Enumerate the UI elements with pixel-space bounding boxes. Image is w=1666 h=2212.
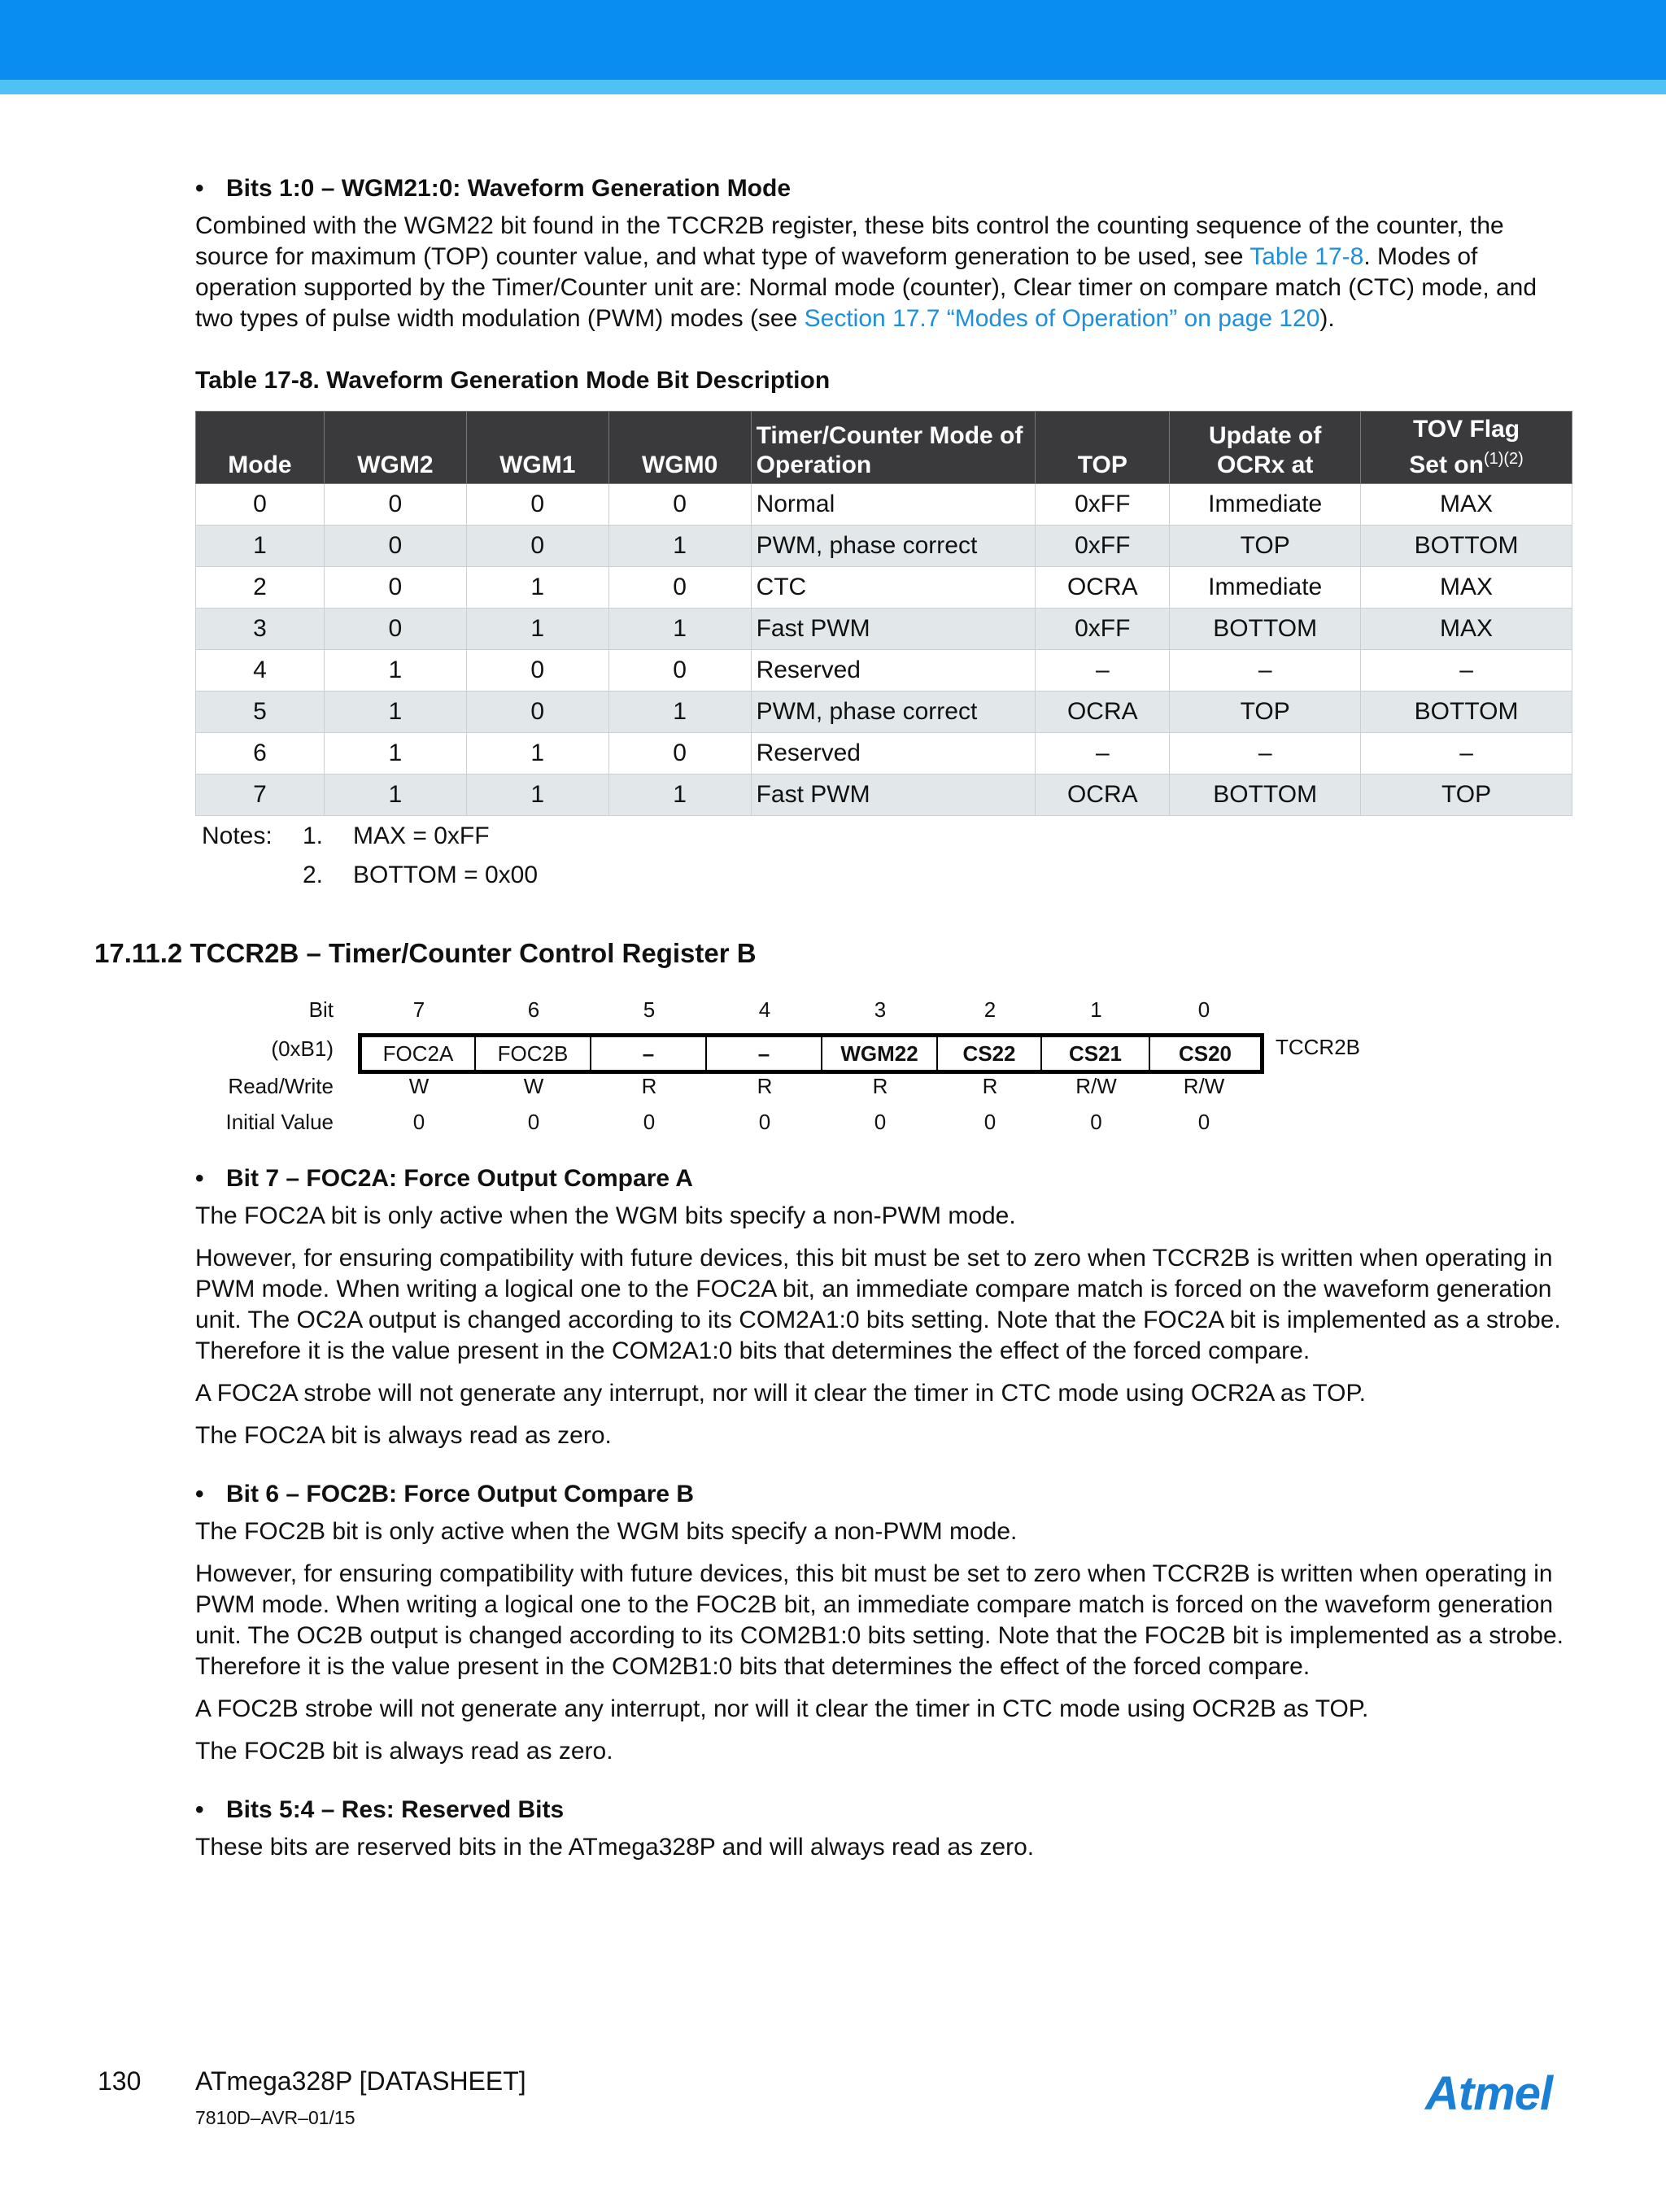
field-cs21: CS21 xyxy=(1042,1037,1150,1070)
bit-number: 1 xyxy=(1090,997,1102,1022)
initial-value: 0 xyxy=(1090,1110,1102,1134)
section-title: 17.11.2 TCCR2B – Timer/Counter Control Register B xyxy=(94,938,757,968)
read-write-label: Read/Write xyxy=(228,1074,334,1098)
field-reserved-4: – xyxy=(707,1037,822,1070)
header-operation: Timer/Counter Mode of Operation xyxy=(751,412,1036,484)
wgm-table xyxy=(195,411,1572,816)
bit-number: 4 xyxy=(758,997,771,1022)
bit7-paragraph: The FOC2A bit is always read as zero. xyxy=(195,1422,612,1449)
field-cs22: CS22 xyxy=(938,1037,1042,1070)
notes-label: Notes: xyxy=(202,822,273,849)
document-code: 7810D–AVR–01/15 xyxy=(195,2107,355,2128)
table-row: 0 0 0 0 Normal 0xFF Immediate MAX xyxy=(196,484,1572,526)
header-wgm2: WGM2 xyxy=(324,412,466,484)
bits-5-4-paragraph: These bits are reserved bits in the ATmega328P and will always read as zero. xyxy=(195,1834,1035,1861)
table-17-8-link[interactable]: Table 17-8 xyxy=(1250,243,1364,270)
rw-value: R xyxy=(982,1074,998,1098)
rw-value: R/W xyxy=(1183,1074,1225,1098)
header-top: TOP xyxy=(1036,412,1170,484)
section-17-7-link[interactable]: Section 17.7 “Modes of Operation” on page 120 xyxy=(804,305,1320,332)
bit6-paragraph: The FOC2B bit is always read as zero. xyxy=(195,1738,613,1765)
bit-number: 3 xyxy=(874,997,887,1022)
rw-value: W xyxy=(523,1074,544,1098)
field-foc2a: FOC2A xyxy=(362,1037,476,1070)
address-label: (0xB1) xyxy=(271,1036,334,1061)
page-number: 130 xyxy=(98,2066,142,2096)
note-1-number: 1. xyxy=(303,822,324,849)
header-tov: TOV Flag Set $on^{(1)(2)}$ xyxy=(1361,412,1572,484)
bit-number: 5 xyxy=(643,997,656,1022)
bits-1-0-heading: • Bits 1:0 – WGM21:0: Waveform Generation Mode xyxy=(195,175,792,202)
table-row: 4 1 0 0 Reserved – – – xyxy=(196,650,1572,692)
rw-value: R/W xyxy=(1075,1074,1117,1098)
table-row: 1 0 0 1 PWM, phase correct 0xFF TOP BOTTOM xyxy=(196,526,1572,567)
rw-value: R xyxy=(641,1074,657,1098)
bit-number: 7 xyxy=(412,997,425,1022)
bit7-paragraph: A FOC2A strobe will not generate any interrupt, nor will it clear the timer in CTC mode using OCR2A as TOP. xyxy=(195,1380,1366,1407)
bit-number: 6 xyxy=(527,997,540,1022)
header-mode: Mode xyxy=(196,412,325,484)
bullet-icon: • xyxy=(195,1796,204,1823)
register-fields xyxy=(358,1033,1264,1074)
bit6-paragraph: However, for ensuring compatibility with future devices, this bit must be set to zero when TCCR2B is written when operating in PWM mode. When writing a logical one to the FOC2B bit, an immediate compare match is forced on the waveform generation unit. The OC2B output is changed according to its COM2B1:0 bits setting. Note that the FOC2B bit is implemented as a strobe. Therefore it is the value present in the COM2B1:0 bits that determines the effect of the forced compare. xyxy=(195,1560,1564,1680)
document-title: ATmega328P [DATASHEET] xyxy=(195,2066,526,2096)
bits-1-0-paragraph: Combined with the WGM22 bit found in the TCCR2B register, these bits control the counting sequence of the counter, the source for maximum (TOP) counter value, and what type of waveform generation to be used, see Table 17-8. Modes of operation supported by the Timer/Counter unit are: Normal mode (counter), Clear timer on compare match (CTC) mode, and two types of pulse width modulation (PWM) modes (see Section 17.7 “Modes of Operation” on page 120). xyxy=(195,212,1537,332)
bit7-paragraph: However, for ensuring compatibility with future devices, this bit must be set to zero when TCCR2B is written when operating in PWM mode. When writing a logical one to the FOC2A bit, an immediate compare match is forced on the waveform generation unit. The OC2A output is changed according to its COM2A1:0 bits setting. Note that the FOC2A bit is implemented as a strobe. Therefore it is the value present in the COM2A1:0 bits that determines the effect of the forced compare. xyxy=(195,1245,1561,1364)
note-2: BOTTOM = 0x00 xyxy=(353,862,539,888)
bit-number: 0 xyxy=(1197,997,1210,1022)
rw-value: R xyxy=(757,1074,773,1098)
bit-number: 2 xyxy=(983,997,997,1022)
table-row: 6 1 1 0 Reserved – – – xyxy=(196,733,1572,774)
initial-value: 0 xyxy=(412,1110,425,1134)
initial-value: 0 xyxy=(874,1110,887,1134)
header-bar xyxy=(0,0,1666,80)
table-row: 2 0 1 0 CTC OCRA Immediate MAX xyxy=(196,567,1572,609)
rw-value: W xyxy=(408,1074,430,1098)
bit6-paragraph: The FOC2B bit is only active when the WGM bits specify a non-PWM mode. xyxy=(195,1518,1018,1545)
table-row: 5 1 0 1 PWM, phase correct OCRA TOP BOTTOM xyxy=(196,692,1572,733)
bit-row-label: Bit xyxy=(308,997,334,1022)
field-cs20: CS20 xyxy=(1178,1041,1232,1066)
initial-value-label: Initial Value xyxy=(225,1110,334,1134)
register-name: TCCR2B xyxy=(1276,1035,1361,1059)
atmel-logo: Atmel xyxy=(1425,2067,1553,2120)
table-caption: Table 17-8. Waveform Generation Mode Bit Description xyxy=(195,367,831,394)
initial-value: 0 xyxy=(643,1110,656,1134)
note-2-number: 2. xyxy=(303,862,324,888)
bits-5-4-heading: • Bits 5:4 – Res: Reserved Bits xyxy=(195,1796,565,1823)
header-wgm1: WGM1 xyxy=(466,412,608,484)
field-wgm22: WGM22 xyxy=(822,1037,938,1070)
header-bar-edge xyxy=(0,80,1666,94)
initial-value: 0 xyxy=(983,1110,997,1134)
header-update: Update of OCRx at xyxy=(1170,412,1361,484)
table-header-row xyxy=(196,412,1572,484)
field-reserved-5: – xyxy=(591,1037,707,1070)
header-wgm0: WGM0 xyxy=(608,412,751,484)
bullet-icon: • xyxy=(195,1481,204,1507)
note-1: MAX = 0xFF xyxy=(353,822,490,849)
register-diagram xyxy=(195,994,1415,1141)
table-notes xyxy=(195,822,1570,892)
bit6-paragraph: A FOC2B strobe will not generate any interrupt, nor will it clear the timer in CTC mode using OCR2B as TOP. xyxy=(195,1695,1369,1722)
bullet-icon: • xyxy=(195,1165,204,1192)
table-row: 3 0 1 1 Fast PWM 0xFF BOTTOM MAX xyxy=(196,609,1572,650)
initial-value: 0 xyxy=(1197,1110,1210,1134)
field-foc2b: FOC2B xyxy=(476,1037,591,1070)
bit7-heading: • Bit 7 – FOC2A: Force Output Compare A xyxy=(195,1165,693,1192)
table-row: 7 1 1 1 Fast PWM OCRA BOTTOM TOP xyxy=(196,774,1572,816)
initial-value: 0 xyxy=(527,1110,540,1134)
bullet-icon: • xyxy=(195,175,204,202)
bit7-paragraph: The FOC2A bit is only active when the WGM bits specify a non-PWM mode. xyxy=(195,1202,1016,1229)
initial-value: 0 xyxy=(758,1110,771,1134)
bit-descriptions xyxy=(195,1165,1570,1874)
section-bits-1-0 xyxy=(195,175,1570,892)
bit6-heading: • Bit 6 – FOC2B: Force Output Compare B xyxy=(195,1481,695,1507)
rw-value: R xyxy=(872,1074,888,1098)
